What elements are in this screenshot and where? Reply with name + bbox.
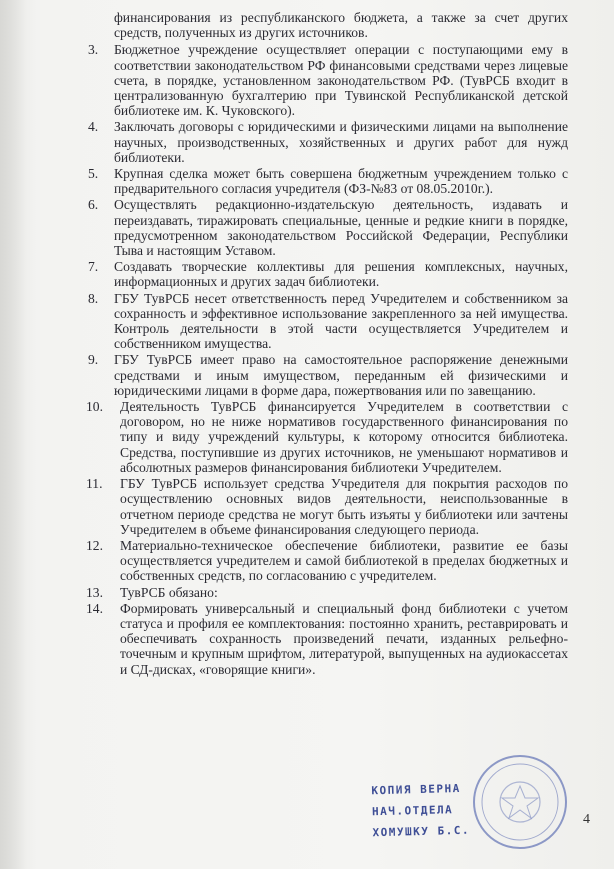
list-item: [86, 538, 568, 584]
list-item-number: 13.: [86, 584, 103, 600]
list-item-number: 8.: [88, 290, 99, 306]
list-item: [86, 585, 568, 600]
list-item: [86, 601, 568, 677]
list-item-number: 7.: [88, 259, 99, 275]
list-item-number: 14.: [86, 600, 103, 616]
list-item-text: Осуществлять редакционно-издательскую деятельность, издавать и переиздавать, тиражировать специальные, ценные и редкие книги в порядке, предусмотренном законодательством Российской Федерации, Республики Тыва и настоящим Уставом.: [114, 197, 568, 259]
list-item-text: ГБУ ТувРСБ имеет право на самостоятельное распоряжение денежными средствами и иным имуществом, переданным ей физическими и юридическими лицами в форме дара, пожертвования или по завещанию.: [114, 352, 568, 398]
stamp-line: НАЧ.ОТДЕЛА: [371, 803, 454, 819]
list-item: [86, 476, 568, 537]
list-item-text: ГБУ ТувРСБ использует средства Учредителя для покрытия расходов по осуществлению основных видов деятельности, неиспользованные в отчетном периоде средства не могут быть изъяты у библиотеки или зачтены Учредителем в объеме финансирования следующего периода.: [120, 476, 568, 537]
list-item-text: Деятельность ТувРСБ финансируется Учредителем в соответствии с договором, но не ниже нормативов государственного финансирования по типу и виду учреждений культуры, к которому относится библиотека. Средства, поступившие из других источников, не уменьшают нормативов и абсолютных размеров финансирования библиотеки Учредителем.: [120, 399, 568, 475]
stamp-line: ХОМУШКУ Б.С.: [372, 823, 471, 840]
list-item: [86, 259, 568, 289]
list-item: [86, 399, 568, 475]
list-item-text: Материально-техническое обеспечение библиотеки, развитие ее базы осуществляется учредителем и самой библиотекой в пределах бюджетных и собственных средств, по согласованию с учредителем.: [120, 537, 568, 584]
list-item-number: 3.: [88, 42, 99, 58]
list-item-text: Крупная сделка может быть совершена бюджетным учреждением только с предварительного согласия учредителя (ФЗ-№83 от 08.05.2010г.).: [114, 166, 568, 197]
list-item-number: 10.: [86, 399, 103, 415]
list-item-text: Бюджетное учреждение осуществляет операции с поступающими ему в соответствии законодательством РФ финансовыми средствами через лицевые счета, в порядке, установленном законодательством РФ. (ТувРСБ входит в централизованную бухгалтерию при Тувинской Республиканской детской библиотеке им. К. Чуковского).: [114, 42, 568, 119]
list-item-number: 12.: [86, 537, 103, 553]
list-item-text: Создавать творческие коллективы для решения комплексных, научных, информационных и других задач библиотеки.: [114, 259, 568, 290]
list-item-text: ГБУ ТувРСБ несет ответственность перед Учредителем и собственником за сохранность и эффективное использование закрепленного за ней имущества. Контроль деятельности в этой части осуществляется Учредителем и собственником имущества.: [114, 290, 568, 352]
stamp-line: КОПИЯ ВЕРНА: [371, 781, 461, 798]
copy-certified-stamp: [371, 778, 470, 844]
list-item: [86, 352, 568, 398]
list-item-text: ТувРСБ обязано:: [120, 584, 218, 600]
list-item-text: Формировать универсальный и специальный фонд библиотеки с учетом статуса и профиля ее комплектования: постоянно хранить, реставрировать и обеспечивать сохранность произведений печати, изданных рельефно-точечным и крупным шрифтом, литературой, выпущенных на аудиокассетах и СД-дисках, «говорящие книги».: [120, 600, 568, 677]
page-shadow: [0, 0, 26, 869]
continued-paragraph: финансирования из республиканского бюджета, а также за счет других средств, полученных из других источников.: [114, 10, 568, 41]
list-item-text: Заключать договоры с юридическими и физическими лицами на выполнение научных, производственных, хозяйственных и других работ для нужд библиотеки.: [114, 119, 568, 165]
document-body: [86, 10, 568, 678]
official-seal-icon: [470, 752, 570, 852]
list-item: [86, 119, 568, 165]
list-item: [86, 197, 568, 258]
list-item-number: 4.: [88, 119, 99, 135]
page-number: 4: [583, 812, 590, 827]
list-item-number: 5.: [88, 166, 99, 182]
list-item: [86, 166, 568, 196]
list-item-number: 9.: [88, 352, 99, 368]
list-item-number: 6.: [88, 197, 99, 213]
list-item: [86, 291, 568, 352]
list-item-number: 11.: [86, 476, 103, 492]
list-item: [86, 42, 568, 118]
